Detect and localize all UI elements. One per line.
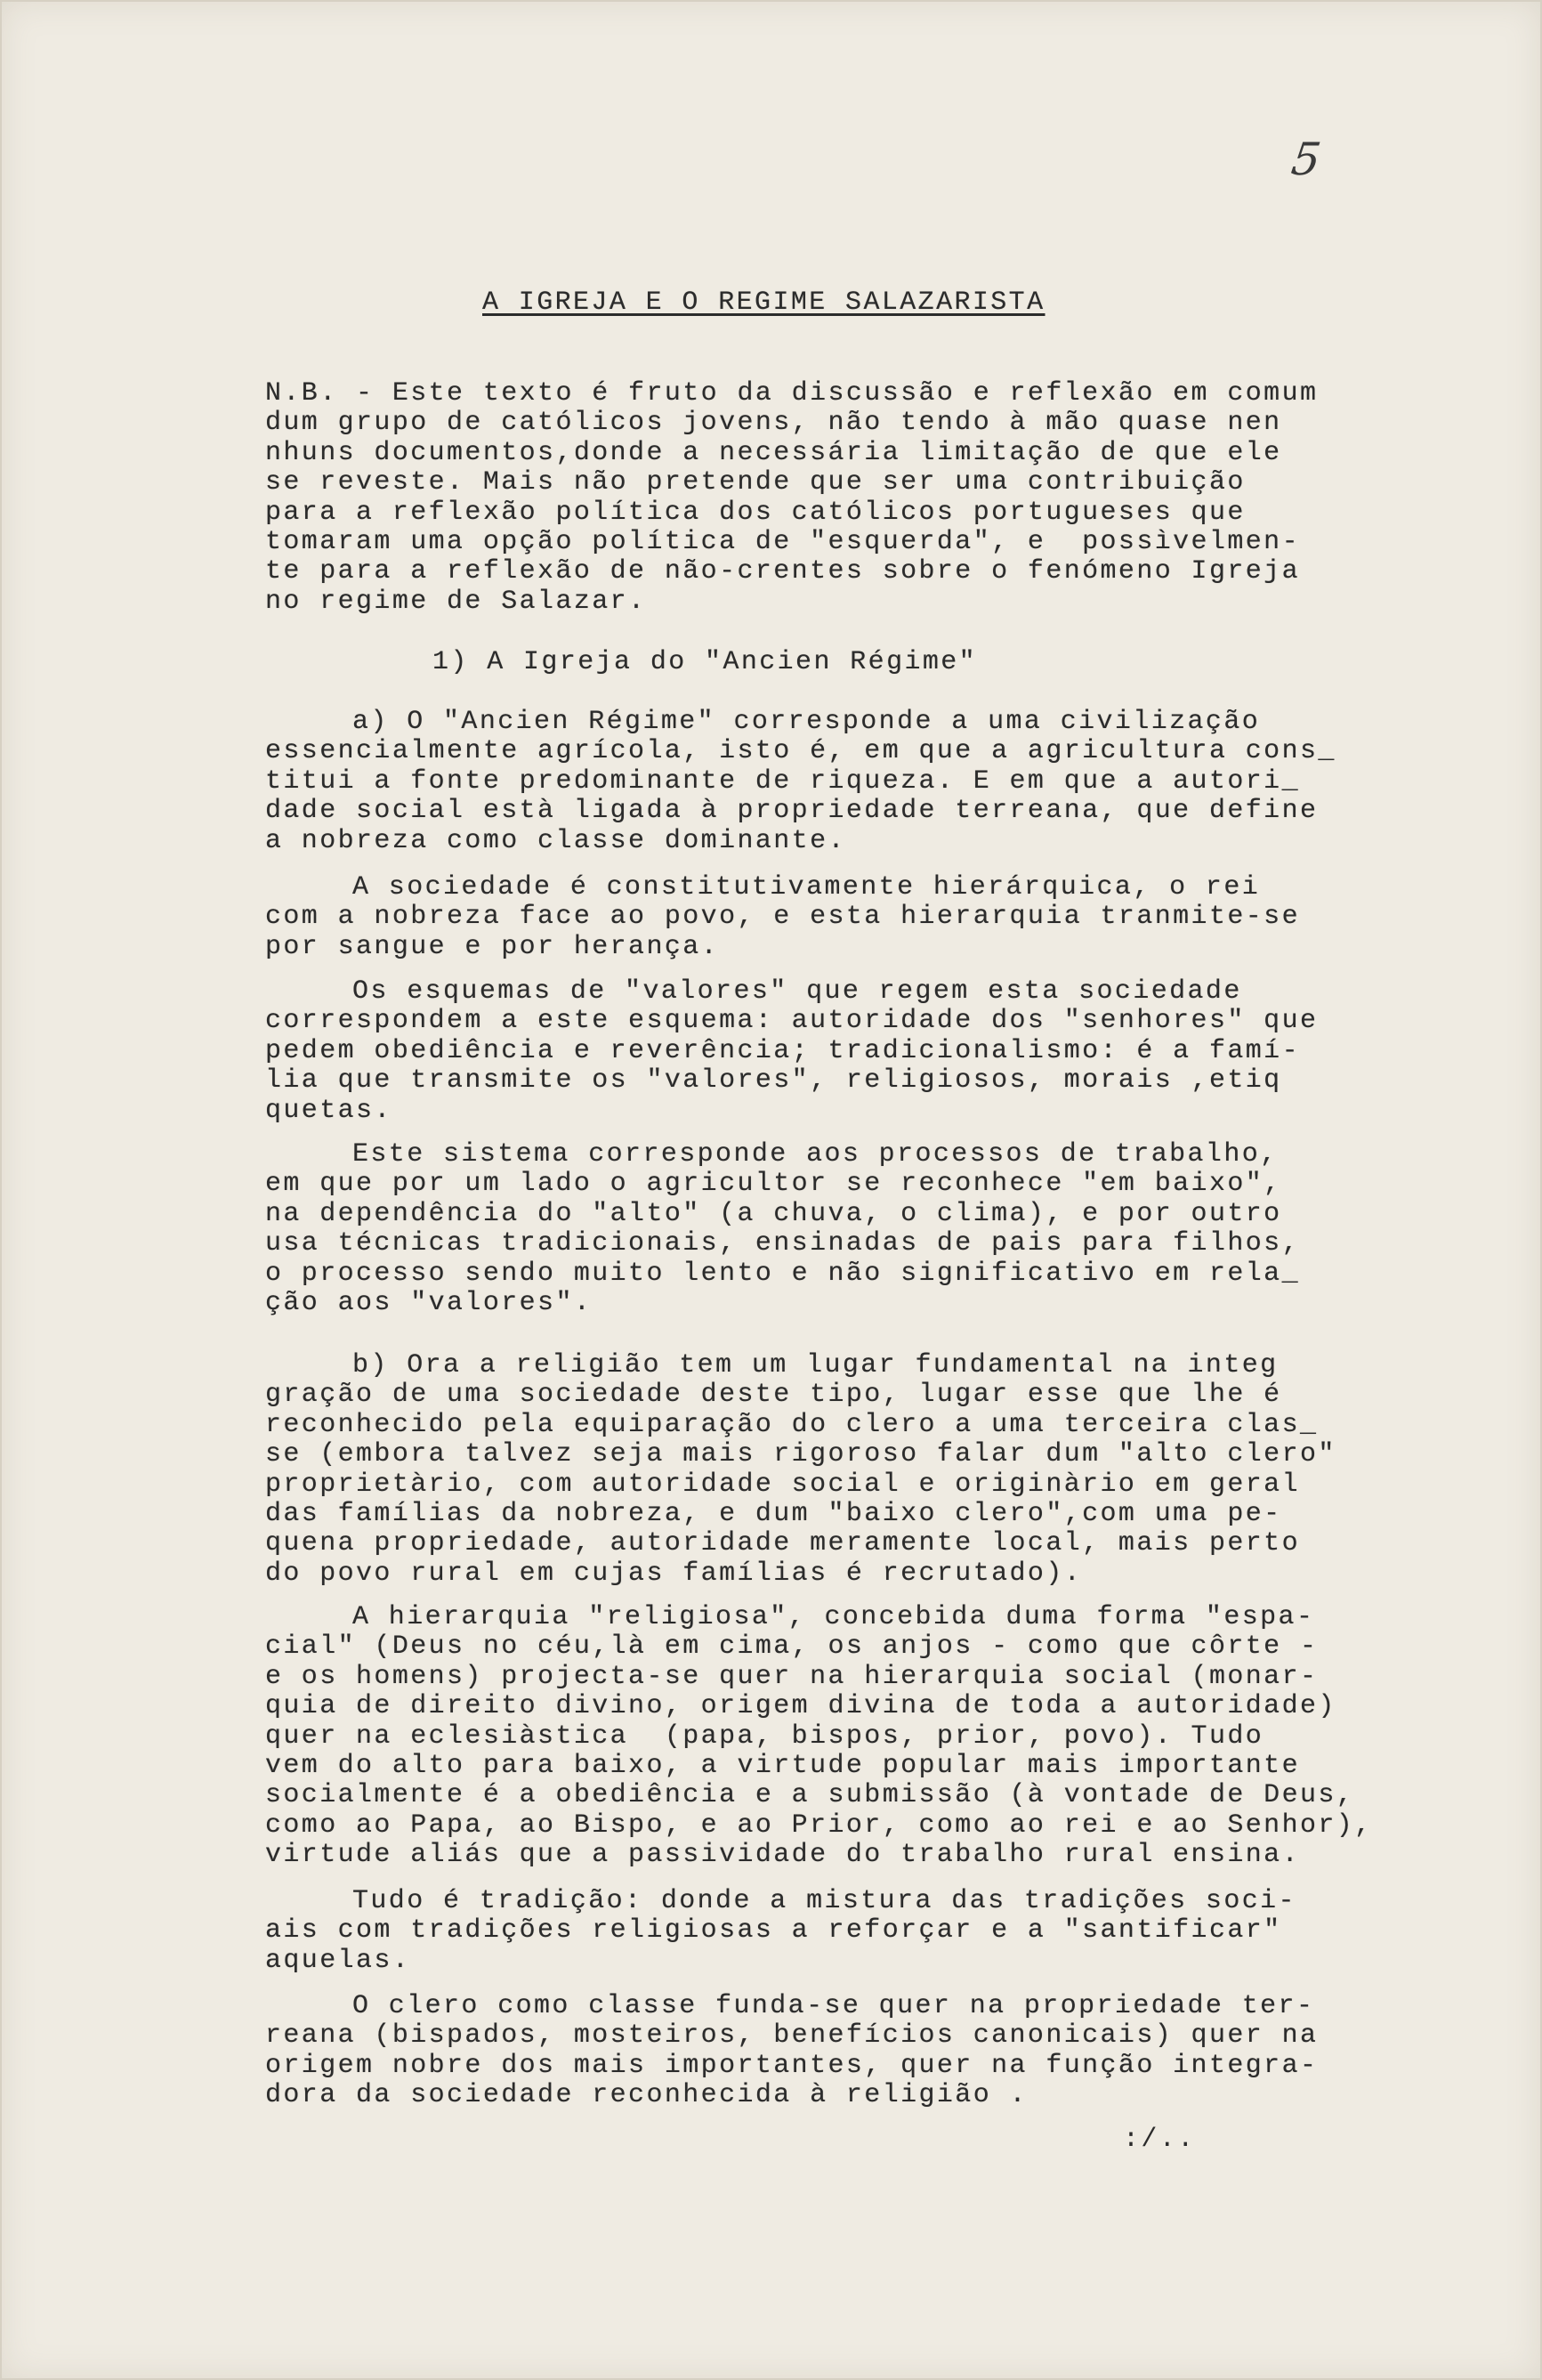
text-line: reconhecido pela equiparação do clero a uma terceira clas_ [265, 1409, 1319, 1440]
text-line: a nobreza como classe dominante. [265, 825, 846, 856]
text-line: dum grupo de católicos jovens, não tendo à mão quase nen [265, 408, 1282, 439]
text-line: dora da sociedade reconhecida à religião . [265, 2080, 1028, 2111]
text-line: em que por um lado o agricultor se reconhece "em baixo", [265, 1169, 1282, 1200]
text-line: A hierarquia "religiosa", concebida duma forma "espa- [352, 1602, 1315, 1632]
text-line: se (embora talvez seja mais rigoroso falar dum "alto clero" [265, 1439, 1336, 1470]
continuation-mark: :/.. [1123, 2125, 1196, 2155]
text-line: te para a reflexão de não-crentes sobre o fenómeno Igreja [265, 556, 1300, 587]
paragraph [265, 1603, 1373, 1871]
text-line: tomaram uma opção política de "esquerda", e possìvelmen- [265, 526, 1300, 557]
text-line: para a reflexão política dos católicos portugueses que [265, 497, 1246, 528]
text-line: pedem obediência e reverência; tradicionalismo: é a famí- [265, 1035, 1300, 1066]
text-line: a) O "Ancien Régime" corresponde a uma civilização [352, 707, 1261, 737]
text-line: ção aos "valores". [265, 1287, 593, 1318]
paragraph [265, 1351, 1336, 1589]
text-line: virtude aliás que a passividade do trabalho rural ensina. [265, 1840, 1300, 1871]
document-title: A IGREJA E O REGIME SALAZARISTA [482, 287, 1045, 318]
text-line: reana (bispados, mosteiros, benefícios canonicais) quer na [265, 2020, 1319, 2052]
text-line: socialmente é a obediência e a submissão (à vontade de Deus, [265, 1780, 1355, 1811]
text-line: gração de uma sociedade deste tipo, lugar esse que lhe é [265, 1380, 1282, 1411]
text-line: aquelas. [265, 1945, 411, 1976]
text-line: quer na eclesiàstica (papa, bispos, prior, povo). Tudo [265, 1720, 1264, 1752]
text-line: nhuns documentos,donde a necessária limitação de que ele [265, 437, 1282, 468]
text-line: A sociedade é constitutivamente hierárquica, o rei [352, 872, 1261, 903]
text-line: dade social està ligada à propriedade terreana, que define [265, 796, 1319, 827]
text-line: no regime de Salazar. [265, 586, 647, 617]
text-line: vem do alto para baixo, a virtude popular mais importante [265, 1750, 1300, 1781]
text-line: correspondem a este esquema: autoridade dos "senhores" que [265, 1006, 1319, 1037]
text-line: se reveste. Mais não pretende que ser uma contribuição [265, 467, 1246, 498]
paragraph [265, 1140, 1300, 1318]
text-line: na dependência do "alto" (a chuva, o clima), e por outro [265, 1198, 1282, 1229]
text-line: por sangue e por herança. [265, 931, 720, 962]
text-line: lia que transmite os "valores", religiosos, morais ,etiq [265, 1065, 1282, 1097]
text-line: 1) A Igreja do "Ancien Régime" [432, 647, 978, 677]
text-line: essencialmente agrícola, isto é, em que a agricultura cons_ [265, 736, 1336, 767]
text-line: Os esquemas de "valores" que regem esta sociedade [352, 976, 1242, 1007]
text-line: quia de direito divino, origem divina de toda a autoridade) [265, 1691, 1336, 1722]
text-line: titui a fonte predominante de riqueza. E em que a autori_ [265, 765, 1300, 797]
text-line: Tudo é tradição: donde a mistura das tradições soci- [352, 1886, 1296, 1916]
text-line: como ao Papa, ao Bispo, e ao Prior, como ao rei e ao Senhor), [265, 1809, 1373, 1841]
paragraph [265, 873, 1300, 962]
text-line: proprietàrio, com autoridade social e originàrio em geral [265, 1469, 1300, 1500]
paragraph [265, 977, 1318, 1126]
paragraph [265, 708, 1336, 856]
paragraph [265, 1992, 1318, 2111]
text-line: do povo rural em cujas famílias é recrutado). [265, 1558, 1083, 1589]
text-line: com a nobreza face ao povo, e esta hierarquia tranmite-se [265, 902, 1300, 933]
section-heading [432, 648, 977, 677]
text-line: quetas. [265, 1095, 392, 1126]
paragraph [265, 1887, 1296, 1976]
text-line: e os homens) projecta-se quer na hierarquia social (monar- [265, 1661, 1319, 1692]
page-number: 5 [1288, 134, 1324, 185]
text-line: quena propriedade, autoridade meramente local, mais perto [265, 1528, 1300, 1559]
text-line: das famílias da nobreza, e dum "baixo clero",com uma pe- [265, 1498, 1282, 1529]
text-line: b) Ora a religião tem um lugar fundamental na integ [352, 1350, 1279, 1380]
text-line: ais com tradições religiosas a reforçar e a "santificar" [265, 1915, 1282, 1947]
text-line: cial" (Deus no céu,là em cima, os anjos - como que côrte - [265, 1631, 1319, 1663]
text-line: usa técnicas tradicionais, ensinadas de pais para filhos, [265, 1228, 1300, 1259]
text-line: origem nobre dos mais importantes, quer na função integra- [265, 2050, 1319, 2081]
paragraph-nota-bene [265, 379, 1318, 617]
text-line: o processo sendo muito lento e não significativo em rela_ [265, 1258, 1300, 1289]
text-line: N.B. - Este texto é fruto da discussão e reflexão em comum [265, 378, 1319, 409]
text-line: O clero como classe funda-se quer na propriedade ter- [352, 1991, 1315, 2021]
text-line: Este sistema corresponde aos processos de trabalho, [352, 1139, 1279, 1170]
